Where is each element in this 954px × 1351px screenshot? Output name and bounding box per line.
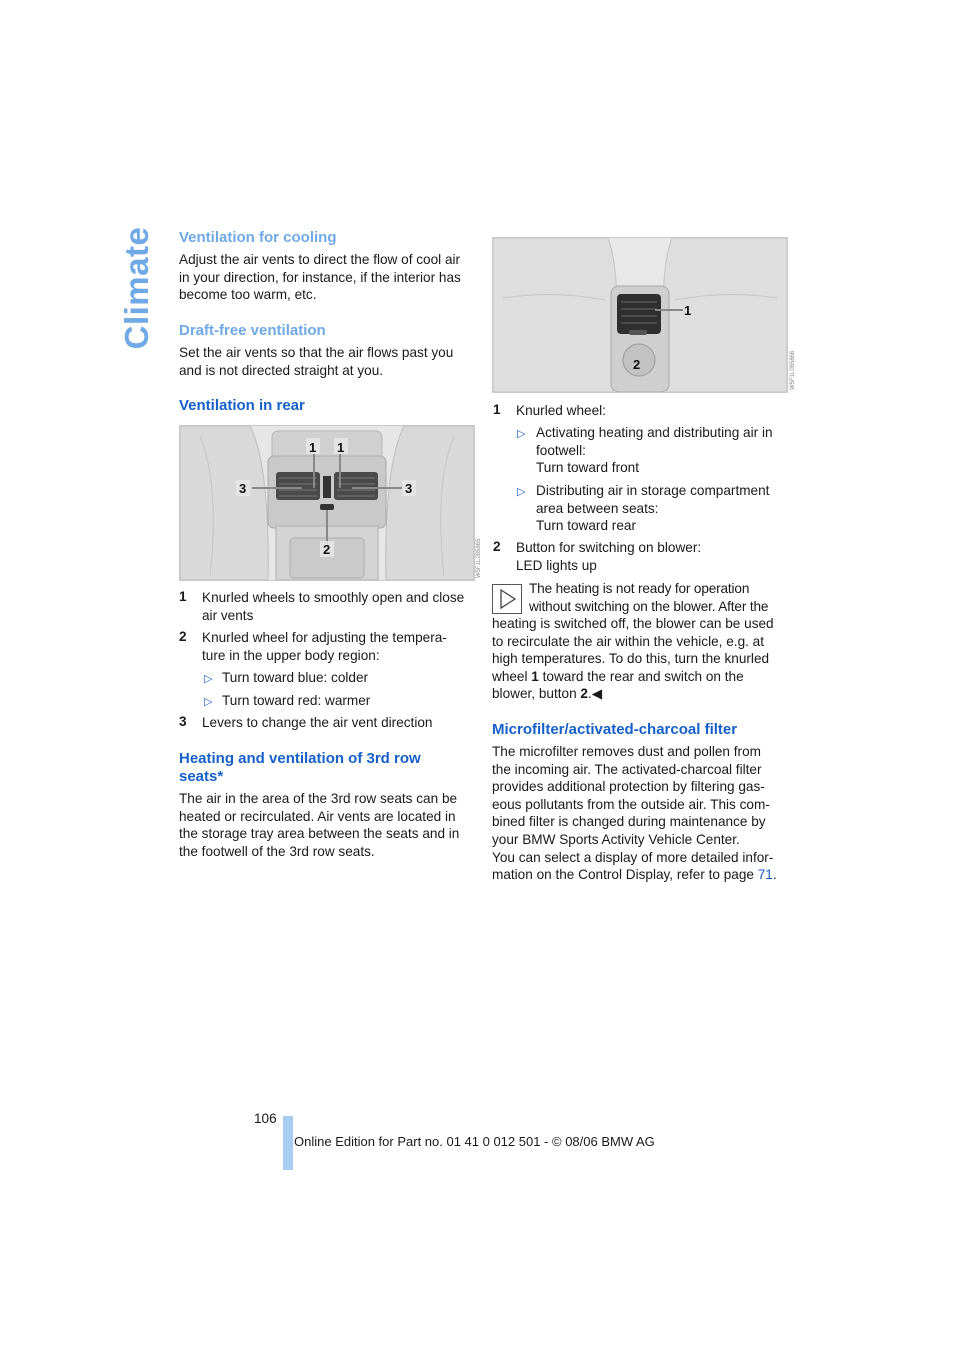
rear-vents-illustration <box>180 426 474 580</box>
callout-1b: 1 <box>337 440 345 455</box>
heading-ventilation-rear: Ventilation in rear <box>179 397 305 414</box>
text-line: Turn toward rear <box>536 518 636 534</box>
section-side-title <box>92 228 182 348</box>
text-line: The microfilter removes dust and pollen from <box>492 744 761 759</box>
text-line: to recirculate the air within the vehicle, e.g. at <box>492 633 765 649</box>
bullet-triangle-icon: ▷ <box>204 673 213 685</box>
third-row-text <box>179 790 479 860</box>
text-line: the footwell of the 3rd row seats. <box>179 843 375 859</box>
text-line: bined filter is changed during maintenance by <box>492 814 766 830</box>
bullet-triangle-icon: ▷ <box>517 428 526 440</box>
footer-edition: Online Edition for Part no. 01 41 0 012 501 - © 08/06 BMW AG <box>294 1134 655 1149</box>
play-triangle-icon <box>493 585 521 613</box>
text-line <box>492 668 792 686</box>
text-fragment: wheel <box>492 668 532 684</box>
text-line: Activating heating and distributing air in <box>536 425 773 440</box>
callout-2: 2 <box>323 542 331 557</box>
third-row-illustration <box>493 238 787 392</box>
list-number: 1 <box>493 402 501 417</box>
page-link[interactable]: 71 <box>757 867 773 883</box>
text-fragment: toward the rear and switch on the <box>538 668 744 684</box>
bullet-triangle-icon: ▷ <box>517 486 526 498</box>
list-number: 2 <box>179 629 187 644</box>
note-icon <box>492 584 522 614</box>
bold-number: 2 <box>580 686 588 702</box>
text-line: footwell: <box>536 442 586 458</box>
text-line: in your direction, for instance, if the interior has <box>179 269 461 285</box>
figure-code-left: W5F1L085865 <box>476 538 482 578</box>
side-title-text: Climate <box>118 226 155 350</box>
text-fragment: .◀ <box>587 686 603 702</box>
text-line: Knurled wheels to smoothly open and close <box>202 590 465 605</box>
heading-draft-free: Draft-free ventilation <box>179 322 326 339</box>
callout-1a: 1 <box>309 440 317 455</box>
text-line: Set the air vents so that the air flows past you <box>179 345 454 360</box>
text-line: The air in the area of the 3rd row seats can be <box>179 791 458 806</box>
text-line: Knurled wheel for adjusting the tempera- <box>202 630 447 645</box>
text-line: Turn toward front <box>536 460 640 476</box>
text-line: Distributing air in storage compartment <box>536 483 770 498</box>
list-item-text <box>202 589 477 624</box>
text-line: high temperatures. To do this, turn the knurled <box>492 651 770 667</box>
text-line: air vents <box>202 607 254 623</box>
bullet-triangle-icon: ▷ <box>204 696 213 708</box>
list-number: 1 <box>179 589 187 604</box>
text-line: eous pollutants from the outside air. This com- <box>492 796 770 812</box>
third-row-figure <box>492 237 788 393</box>
list-item-text <box>516 539 786 574</box>
text-line <box>492 866 792 884</box>
sub-item-text <box>536 424 796 477</box>
text-line <box>492 685 792 703</box>
text-fragment: mation on the Control Display, refer to page <box>492 867 758 883</box>
text-line: LED lights up <box>516 557 597 573</box>
text-fragment: . <box>772 867 777 883</box>
text-line: ture in the upper body region: <box>202 647 380 663</box>
draft-free-text <box>179 344 479 379</box>
footer-accent-bar <box>283 1116 293 1170</box>
list-item-text: Knurled wheel: <box>516 403 606 418</box>
text-line: You can select a display of more detailed infor- <box>492 849 774 865</box>
list-number: 2 <box>493 539 501 554</box>
sub-item-text <box>536 482 796 535</box>
note-text <box>492 615 792 703</box>
heading-third-row <box>179 750 421 785</box>
callout-3a: 3 <box>239 481 247 496</box>
text-fragment: blower, button <box>492 686 581 702</box>
text-line: the storage tray area between the seats and in <box>179 826 460 842</box>
text-line: provides additional protection by filtering gas- <box>492 779 765 795</box>
heading-ventilation-cooling: Ventilation for cooling <box>179 229 337 246</box>
sub-item-text: Turn toward red: warmer <box>222 693 371 708</box>
callout-3b: 3 <box>405 481 413 496</box>
text-line: become too warm, etc. <box>179 287 317 303</box>
note-first-lines <box>529 580 789 615</box>
heading-line: seats* <box>179 767 224 785</box>
text-line: heated or recirculated. Air vents are located in <box>179 808 456 824</box>
text-line: The heating is not ready for operation <box>529 581 750 596</box>
list-number: 3 <box>179 714 187 729</box>
text-line: Button for switching on blower: <box>516 540 702 555</box>
ventilation-cooling-text <box>179 251 479 304</box>
rear-vents-figure <box>179 425 475 581</box>
sub-item-text: Turn toward blue: colder <box>222 670 369 685</box>
text-line: your BMW Sports Activity Vehicle Center. <box>492 831 740 847</box>
list-item-text <box>202 629 477 664</box>
bold-number: 1 <box>531 668 539 684</box>
text-line: Adjust the air vents to direct the flow of cool air <box>179 252 461 267</box>
text-line: without switching on the blower. After the <box>529 598 769 614</box>
figure-code-right: W5F1L085866 <box>790 350 796 390</box>
list-item-text: Levers to change the air vent direction <box>202 715 433 730</box>
text-line: heating is switched off, the blower can be used <box>492 616 774 631</box>
microfilter-text <box>492 743 792 884</box>
heading-microfilter: Microfilter/activated-charcoal filter <box>492 721 738 738</box>
heading-line: Heating and ventilation of 3rd row <box>179 750 421 767</box>
page-number: 106 <box>254 1111 277 1126</box>
text-line: the incoming air. The activated-charcoal filter <box>492 761 762 777</box>
text-line: and is not directed straight at you. <box>179 362 384 378</box>
text-line: area between seats: <box>536 500 659 516</box>
callout-2: 2 <box>633 357 641 372</box>
callout-1: 1 <box>684 303 692 318</box>
